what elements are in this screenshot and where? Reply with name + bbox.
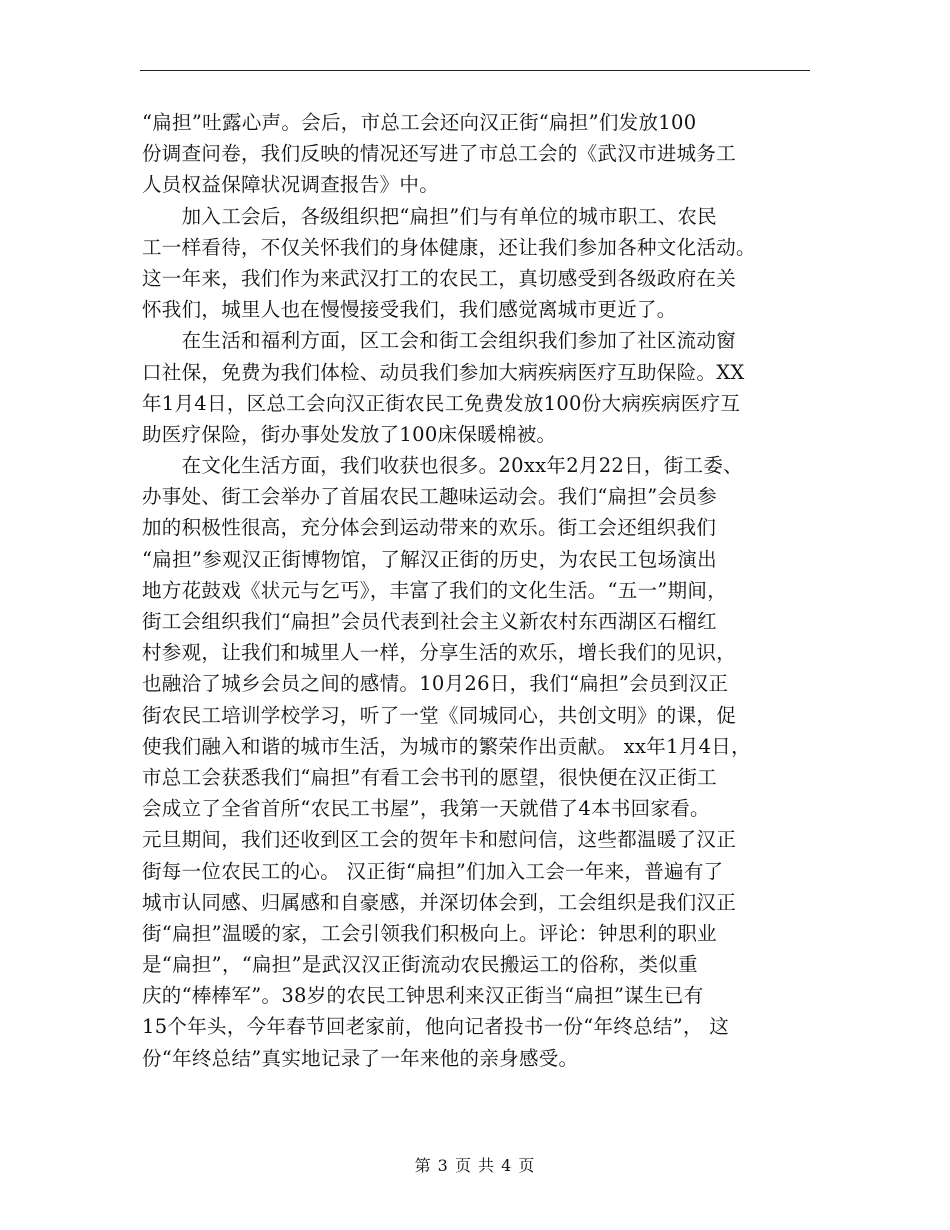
text-line: 这一年来，我们作为来武汉打工的农民工，真切感受到各级政府在关	[142, 266, 737, 290]
text-line: 元旦期间，我们还收到区工会的贺年卡和慰问信，这些都温暖了汉正	[142, 828, 737, 852]
text-line: 村参观，让我们和城里人一样，分享生活的欢乐，增长我们的见识，	[142, 641, 737, 665]
text-line: 会成立了全省首所“农民工书屋”，我第一天就借了4本书回家看。	[142, 797, 710, 821]
text-line: “扁担”参观汉正街博物馆，了解汉正街的历史，为农民工包场演出	[142, 547, 717, 571]
text-line: 加的积极性很高，充分体会到运动带来的欢乐。街工会还组织我们	[142, 516, 717, 540]
text-line: 助医疗保险，街办事处发放了100床保暖棉被。	[142, 422, 557, 446]
text-line: 地方花鼓戏《状元与乞丐》，丰富了我们的文化生活。“五一”期间，	[142, 578, 727, 602]
text-line: 份调查问卷，我们反映的情况还写进了市总工会的《武汉市进城务工	[142, 142, 737, 166]
text-line: 街工会组织我们“扁担”会员代表到社会主义新农村东西湖区石榴红	[142, 610, 717, 633]
text-line: 街“扁担”温暖的家，工会引领我们积极向上。评论：钟思利的职业	[142, 921, 717, 945]
text-line: 在生活和福利方面，区工会和街工会组织我们参加了社区流动窗	[142, 329, 737, 353]
text-line: 工一样看待，不仅关怀我们的身体健康，还让我们参加各种文化活动。	[142, 235, 756, 259]
header-rule	[140, 70, 810, 71]
text-line: 使我们融入和谐的城市生活，为城市的繁荣作出贡献。 xx年1月4日，	[142, 734, 751, 758]
text-line: 城市认同感、归属感和自豪感，并深切体会到，工会组织是我们汉正	[142, 890, 737, 914]
text-line: 人员权益保障状况调查报告》中。	[142, 173, 440, 197]
text-line: 办事处、街工会举办了首届农民工趣味运动会。我们“扁担”会员参	[142, 485, 717, 509]
text-line: 也融洽了城乡会员之间的感情。10月26日，我们“扁担”会员到汉正	[142, 672, 729, 696]
text-line: 街每一位农民工的心。 汉正街“扁担”们加入工会一年来，普遍有了	[142, 859, 724, 883]
text-line: 年1月4日，区总工会向汉正街农民工免费发放100份大病疾病医疗互	[142, 391, 741, 415]
text-line: 份“年终总结”真实地记录了一年来他的亲身感受。	[142, 1046, 579, 1070]
text-line: 是“扁担”，“扁担”是武汉汉正街流动农民搬运工的俗称，类似重	[142, 953, 698, 977]
text-line: 市总工会获悉我们“扁担”有看工会书刊的愿望，很快便在汉正街工	[142, 765, 717, 789]
text-line: 庆的“棒棒军”。38岁的农民工钟思利来汉正街当“扁担”谋生已有	[142, 984, 704, 1008]
text-line: 怀我们，城里人也在慢慢接受我们，我们感觉离城市更近了。	[142, 298, 677, 322]
text-line: 在文化生活方面，我们收获也很多。20xx年2月22日，街工委、	[142, 454, 743, 478]
text-line: 15个年头，今年春节回老家前，他向记者投书一份“年终总结”， 这	[142, 1015, 730, 1039]
document-body	[142, 107, 812, 1074]
text-line: 口社保，免费为我们体检、动员我们参加大病疾病医疗互助保险。XX	[142, 360, 745, 384]
text-line: “扁担”吐露心声。会后，市总工会还向汉正街“扁担”们发放100	[142, 111, 697, 134]
text-line: 街农民工培训学校学习，听了一堂《同城同心，共创文明》的课，促	[142, 703, 737, 727]
page-number-footer: 第 3 页 共 4 页	[414, 1156, 536, 1175]
text-line: 加入工会后，各级组织把“扁担”们与有单位的城市职工、农民	[142, 204, 717, 228]
